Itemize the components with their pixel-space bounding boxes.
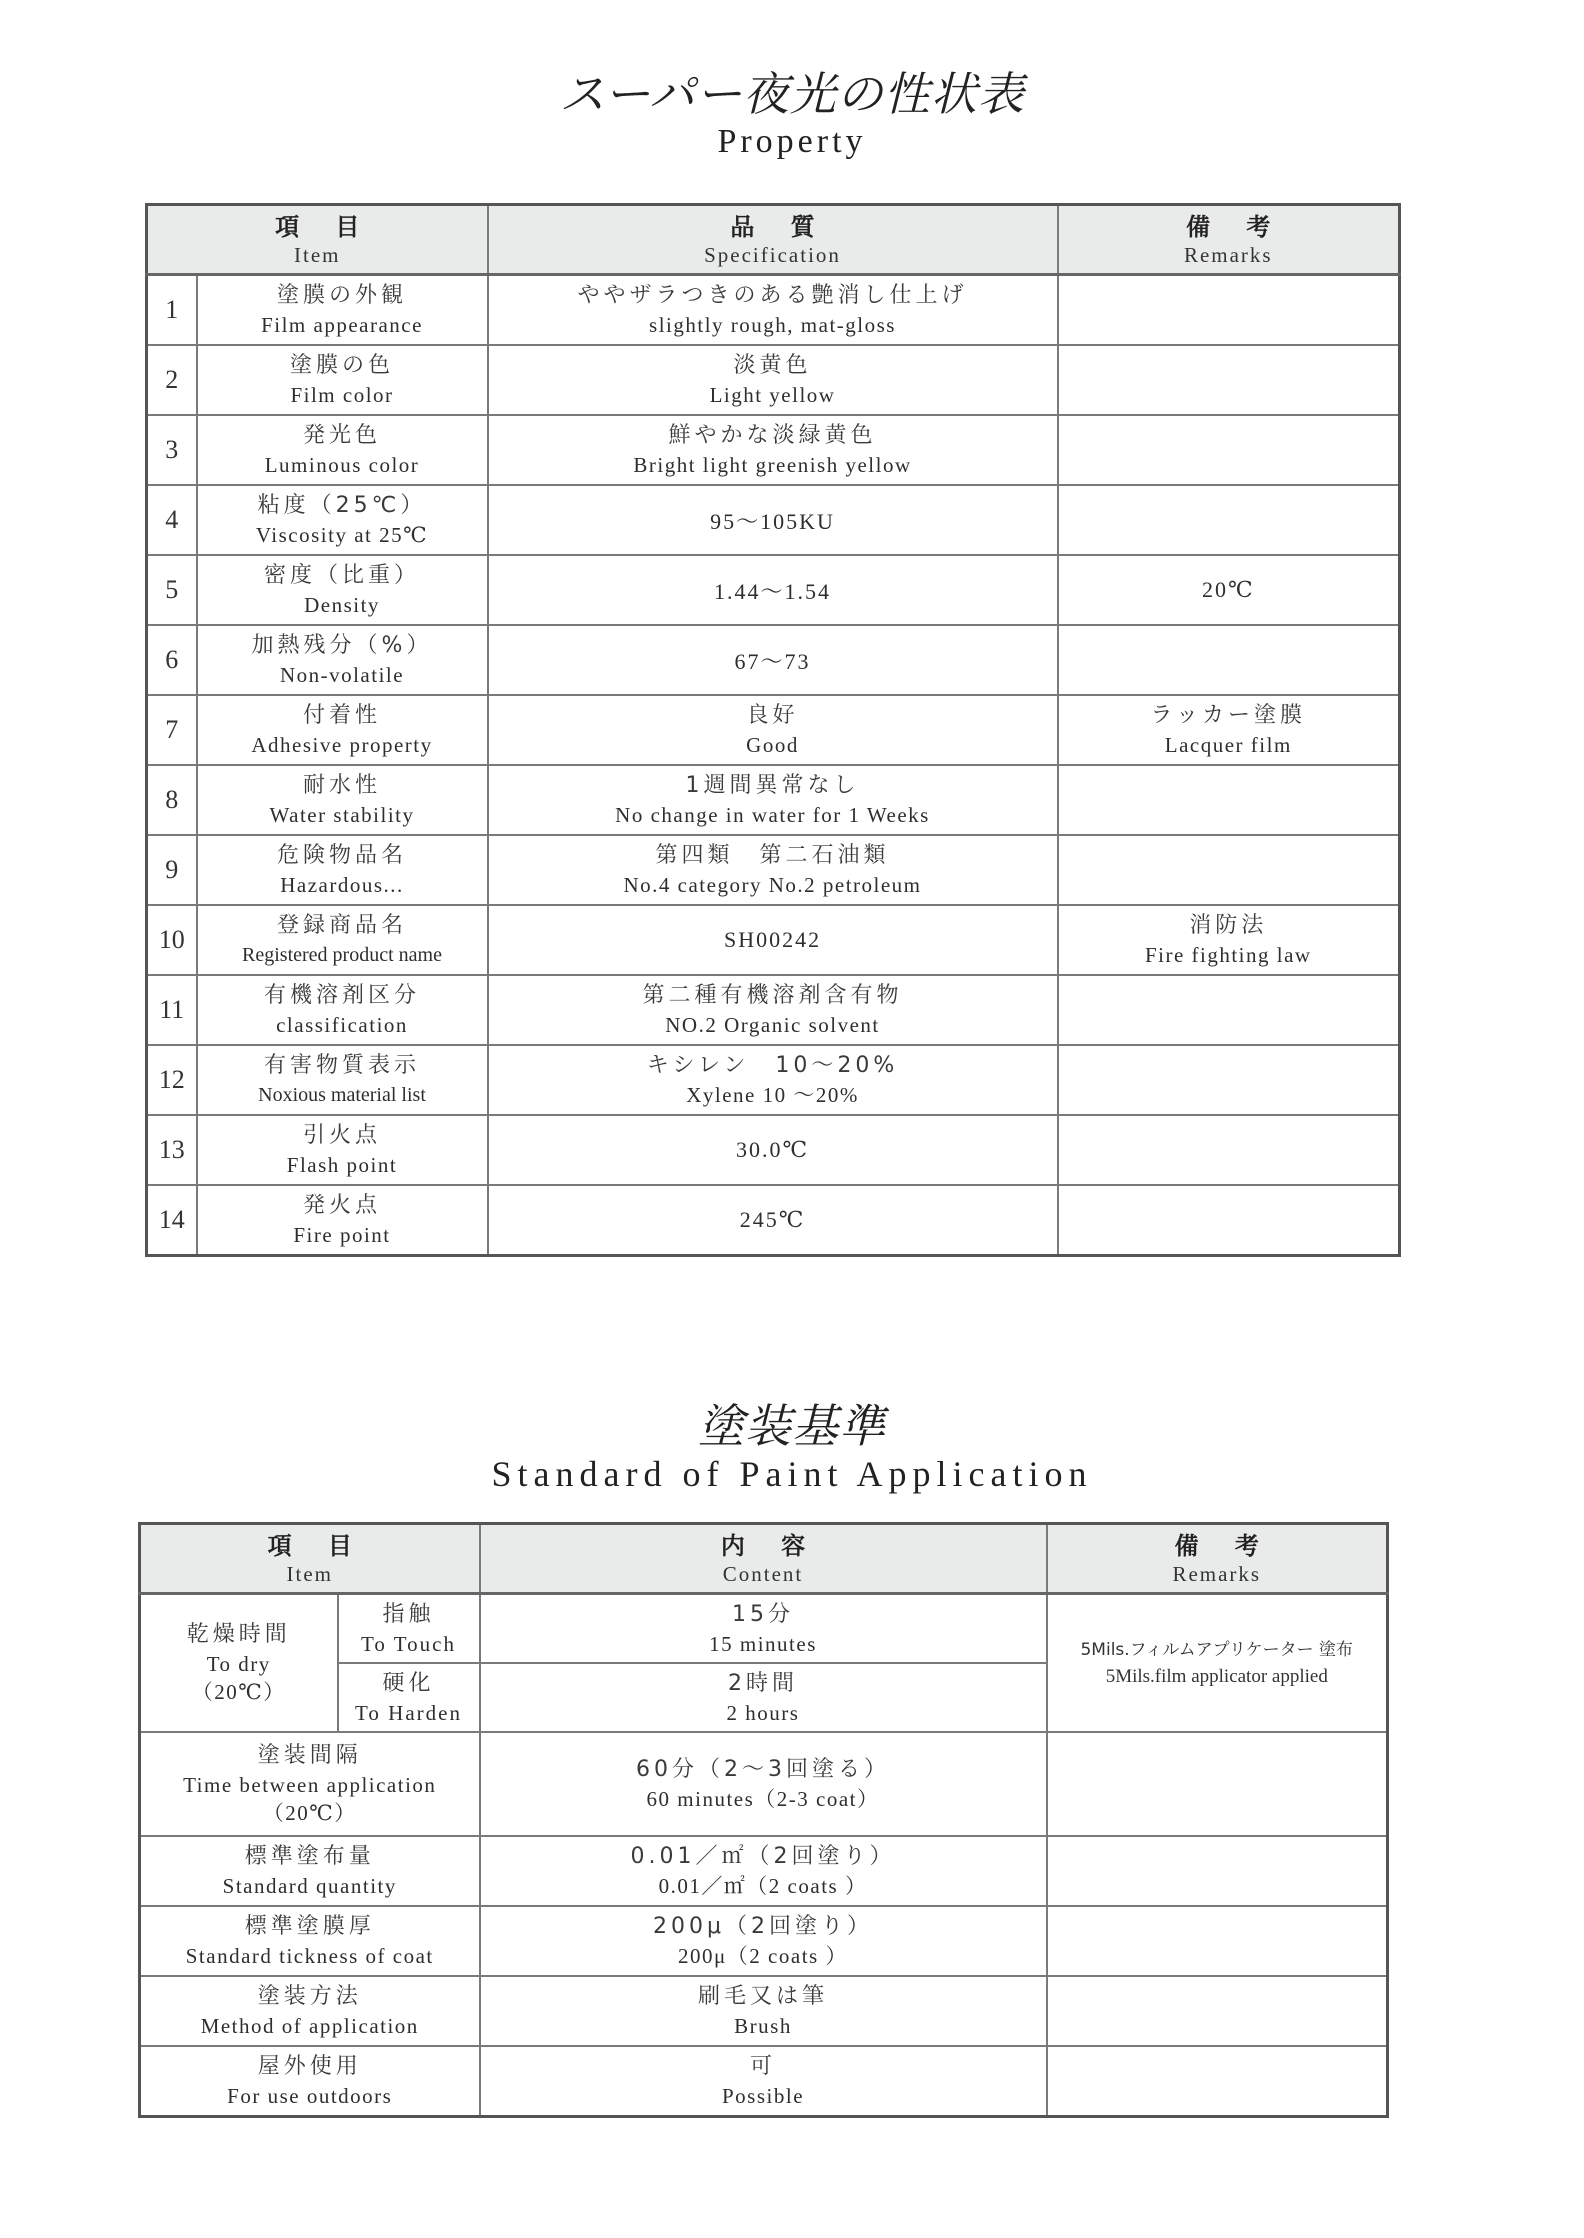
table-row [140,2046,1388,2117]
row-number: 13 [147,1115,197,1185]
row-number: 12 [147,1045,197,1115]
row-remarks [1058,835,1400,905]
header-remarks: 備 考 Remarks [1058,205,1400,275]
row-content: 200μ（2回塗り） 200μ（2 coats ） [480,1906,1047,1976]
table-row [147,415,1400,485]
row-spec: 淡黄色 Light yellow [488,345,1058,415]
table-row [147,765,1400,835]
row-number: 11 [147,975,197,1045]
row-item: 引火点 Flash point [197,1115,488,1185]
row-item: 粘度（25℃） Viscosity at 25℃ [197,485,488,555]
row-remarks [1058,1185,1400,1256]
row-content: 60分（2～3回塗る） 60 minutes（2-3 coat） [480,1732,1047,1836]
drying-harden-content: 2時間 2 hours [480,1663,1047,1732]
row-spec: 良好 Good [488,695,1058,765]
drying-time-label: 乾燥時間 To dry （20℃） [140,1594,338,1733]
row-number: 5 [147,555,197,625]
row-content: 0.01／㎡（2回塗り） 0.01／㎡（2 coats ） [480,1836,1047,1906]
table-row [140,1836,1388,1906]
table-row [147,1115,1400,1185]
row-spec: 245℃ [488,1185,1058,1256]
row-remarks [1058,345,1400,415]
drying-harden-label: 硬化 To Harden [338,1663,480,1732]
row-item: 耐水性 Water stability [197,765,488,835]
row-spec: ややザラつきのある艶消し仕上げ slightly rough, mat-gloss [488,275,1058,346]
row-item: 有機溶剤区分 classification [197,975,488,1045]
row-remarks: 消防法 Fire fighting law [1058,905,1400,975]
row-spec: 1.44～1.54 [488,555,1058,625]
header-content: 内 容 Content [480,1524,1047,1594]
application-title-en: Standard of Paint Application [491,1454,1093,1494]
row-number: 10 [147,905,197,975]
row-item: 標準塗布量 Standard quantity [140,1836,480,1906]
table-row [140,1732,1388,1836]
table-row [147,555,1400,625]
row-spec: 鮮やかな淡緑黄色 Bright light greenish yellow [488,415,1058,485]
table-row [140,1594,1388,1664]
row-remarks [1058,485,1400,555]
row-content: 刷毛又は筆 Brush [480,1976,1047,2046]
row-number: 2 [147,345,197,415]
row-number: 6 [147,625,197,695]
row-item: 発光色 Luminous color [197,415,488,485]
row-item: 密度（比重） Density [197,555,488,625]
row-remarks [1058,975,1400,1045]
row-spec: 第四類 第二石油類 No.4 category No.2 petroleum [488,835,1058,905]
property-table-header [147,205,1400,275]
drying-remarks: 5Mils.フィルムアプリケーター 塗布 5Mils.film applicator applied [1047,1594,1388,1733]
table-row [147,905,1400,975]
row-number: 3 [147,415,197,485]
property-table [145,203,1401,1257]
row-item: 登録商品名 Registered product name [197,905,488,975]
row-number: 14 [147,1185,197,1256]
table-row [140,1906,1388,1976]
table-row [147,1185,1400,1256]
row-item: 加熱残分（%） Non-volatile [197,625,488,695]
row-remarks: 20℃ [1058,555,1400,625]
row-item: 屋外使用 For use outdoors [140,2046,480,2117]
row-remarks [1058,275,1400,346]
row-remarks [1047,1732,1388,1836]
row-spec: 95～105KU [488,485,1058,555]
table-row [147,625,1400,695]
row-item: 標準塗膜厚 Standard tickness of coat [140,1906,480,1976]
row-spec: 30.0℃ [488,1115,1058,1185]
row-remarks [1058,765,1400,835]
application-title-jp: 塗装基準 [698,1399,886,1453]
row-item: 塗膜の外観 Film appearance [197,275,488,346]
row-spec: 1週間異常なし No change in water for 1 Weeks [488,765,1058,835]
drying-touch-content: 15分 15 minutes [480,1594,1047,1664]
row-remarks: ラッカー塗膜 Lacquer film [1058,695,1400,765]
row-item: 危険物品名 Hazardous... [197,835,488,905]
row-spec: SH00242 [488,905,1058,975]
header-specification: 品 質 Specification [488,205,1058,275]
row-remarks [1047,1976,1388,2046]
table-row [147,345,1400,415]
row-spec: 第二種有機溶剤含有物 NO.2 Organic solvent [488,975,1058,1045]
row-item: 付着性 Adhesive property [197,695,488,765]
row-remarks [1058,625,1400,695]
row-spec: 67～73 [488,625,1058,695]
row-remarks [1047,1906,1388,1976]
application-title-block [0,1398,1584,1494]
row-number: 7 [147,695,197,765]
row-spec: キシレン 10～20% Xylene 10 ～20% [488,1045,1058,1115]
property-title-jp: スーパー夜光の性状表 [559,67,1025,121]
header-item: 項 目 Item [147,205,488,275]
row-number: 1 [147,275,197,346]
row-remarks [1058,1045,1400,1115]
property-title-block [0,66,1584,162]
row-remarks [1047,1836,1388,1906]
row-item: 有害物質表示 Noxious material list [197,1045,488,1115]
table-row [147,835,1400,905]
table-row [140,1976,1388,2046]
row-number: 4 [147,485,197,555]
row-item: 塗膜の色 Film color [197,345,488,415]
row-number: 8 [147,765,197,835]
row-item: 発火点 Fire point [197,1185,488,1256]
row-item: 塗装方法 Method of application [140,1976,480,2046]
row-remarks [1058,415,1400,485]
row-item: 塗装間隔 Time between application （20℃） [140,1732,480,1836]
property-title-en: Property [717,123,867,160]
table-row [147,695,1400,765]
row-content: 可 Possible [480,2046,1047,2117]
header-remarks: 備 考 Remarks [1047,1524,1388,1594]
table-row [147,275,1400,346]
table-row [147,485,1400,555]
drying-touch-label: 指触 To Touch [338,1594,480,1664]
row-remarks [1058,1115,1400,1185]
table-row [147,1045,1400,1115]
row-remarks [1047,2046,1388,2117]
row-number: 9 [147,835,197,905]
header-item: 項 目 Item [140,1524,480,1594]
table-row [147,975,1400,1045]
application-table [138,1522,1389,2118]
application-table-header [140,1524,1388,1594]
